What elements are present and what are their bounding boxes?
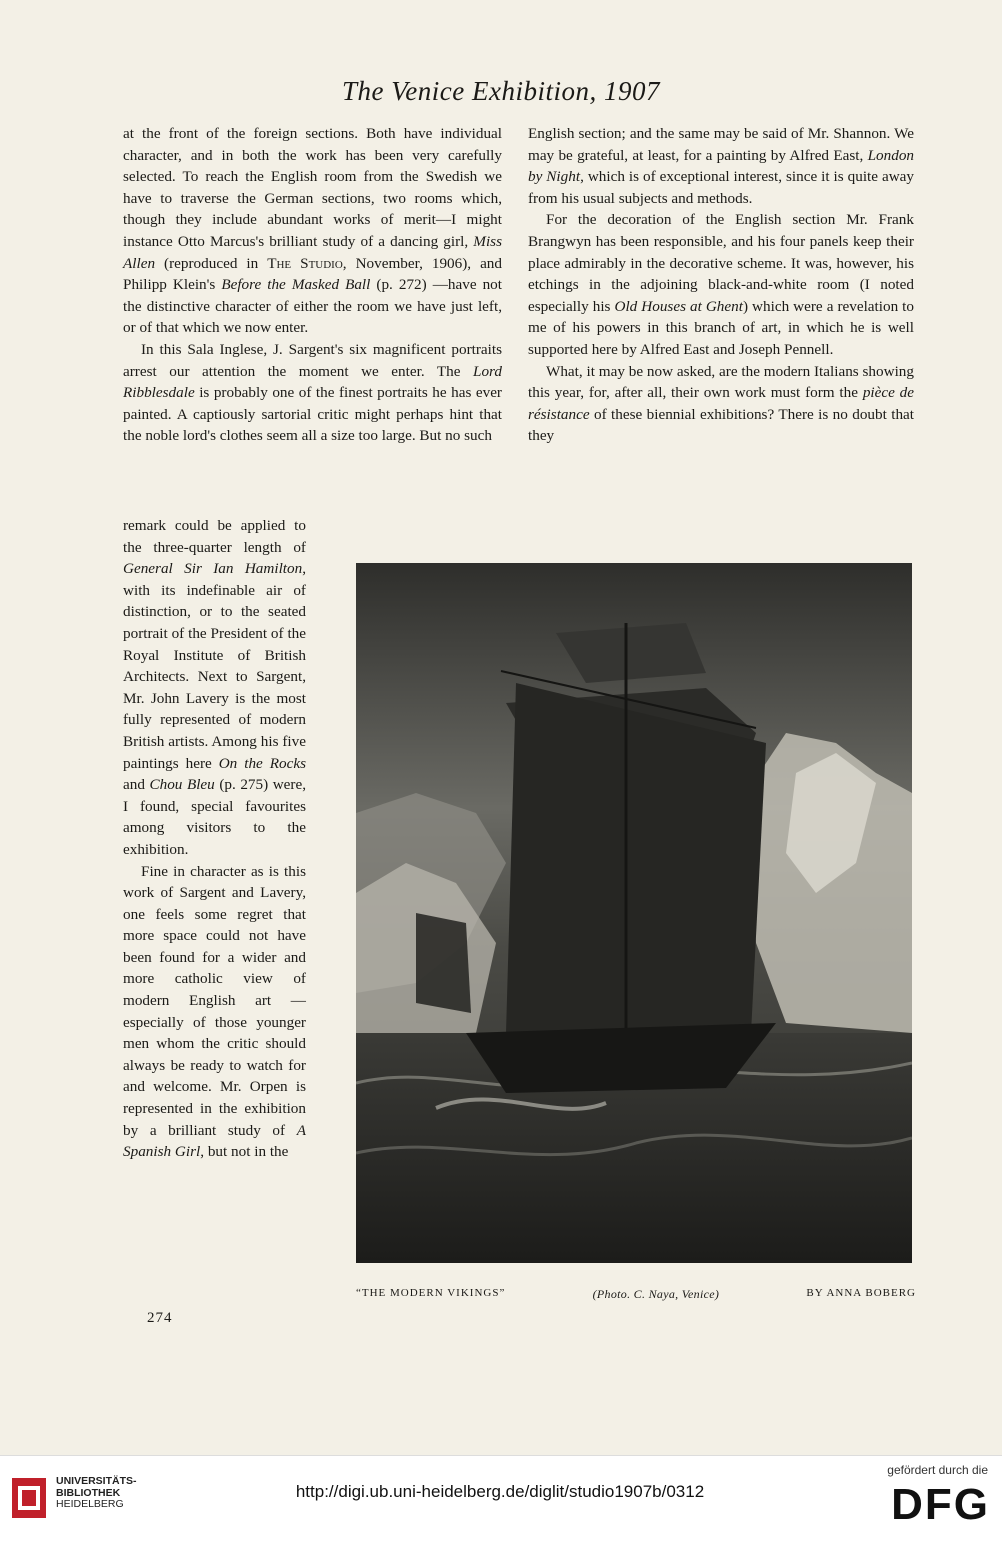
left-column-narrow (123, 515, 306, 1163)
paragraph: remark could be applied to the three-quarter length of General Sir Ian Hamilton, with its indefinable air of distinction, or to the seated portrait of the President of the Royal Institute of British Architects. Next to Sargent, Mr. John Lavery is the most fully represented of modern British artists. Among his five paintings here On the Rocks and Chou Bleu (p. 275) were, I found, special favourites among visitors to the exhibition. (123, 517, 307, 858)
page-title: The Venice Exhibition, 1907 (342, 76, 660, 106)
figure-caption (356, 1287, 916, 1302)
paragraph: What, it may be now asked, are the modern Italians showing this year, for, after all, their own work must form the pièce de résistance of these biennial exhibitions? There is no doubt that they (528, 362, 915, 445)
library-logo-icon (10, 1476, 50, 1520)
paragraph: at the front of the foreign sections. Both have individual character, and in both the work has been very carefully selected. To reach the English room from the Swedish we have to traverse the German sections, two rooms which, though they include abundant works of merit—I might instance Otto Marcus's brilliant study of a dancing girl, Miss Allen (reproduced in The Studio, November, 1906), and Philipp Klein's Before the Masked Ball (p. 272) —have not the distinctive character of either the room we have just left, or of that which we now enter. (123, 125, 502, 337)
illustration-plate (356, 563, 912, 1263)
permalink-url[interactable]: http://digi.ub.uni-heidelberg.de/diglit/studio1907b/0312 (295, 1482, 705, 1501)
viking-ship-painting (356, 563, 912, 1263)
page-number: 274 (147, 1310, 173, 1326)
right-column (528, 123, 914, 447)
viewer-footer (0, 1455, 1002, 1541)
paragraph: English section; and the same may be said of Mr. Shannon. We may be grateful, at least, for a painting by Alfred East, London by Night, which is of exceptional interest, since it is quite away from his usual subjects and methods. (528, 125, 915, 207)
caption-photo-credit: (Photo. C. Naya, Venice) (592, 1287, 720, 1301)
paragraph: Fine in character as is this work of Sargent and Lavery, one feels some regret that more space could not have been found for a wider and more catholic view of modern English art — especially of those younger men whom the critic should always be ready to watch for and welcome. Mr. Orpen is represented in the exhibition by a brilliant study of A Spanish Girl, but not in the (123, 862, 307, 1161)
paragraph: For the decoration of the English section Mr. Frank Brangwyn has been responsible, and his four panels keep their place admirably in the decorative scheme. It was, however, his etchings in the adjoining black-and-white room (I noted especially his Old Houses at Ghent) which were a revelation to me of his powers in this branch of art, in which he is well supported here by Alfred East and Joseph Pennell. (528, 211, 914, 358)
caption-artist: BY ANNA BOBERG (806, 1287, 916, 1299)
paragraph: In this Sala Inglese, J. Sargent's six magnificent portraits arrest our attention the moment we enter. The Lord Ribblesdale is probably one of the finest portraits he has ever painted. A captiously sartorial critic might perhaps hint that the noble lord's clothes seem all a size too large. But no such (123, 340, 502, 445)
funding-note: gefördert durch die (887, 1463, 988, 1477)
left-column-top (123, 123, 502, 447)
caption-title: “THE MODERN VIKINGS” (356, 1287, 506, 1299)
dfg-logo: DFG (891, 1480, 990, 1529)
library-name: UNIVERSITÄTS- BIBLIOTHEK HEIDELBERG (56, 1475, 137, 1510)
